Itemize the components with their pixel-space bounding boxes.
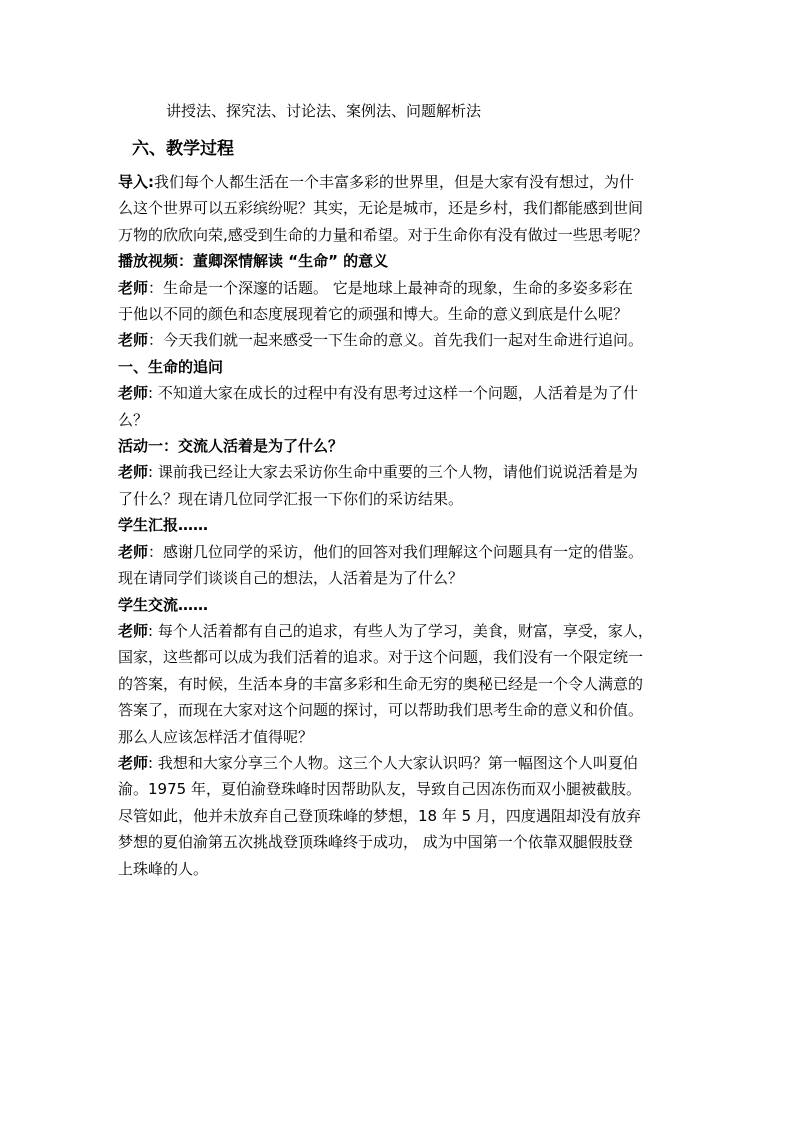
text-line <box>118 803 678 829</box>
line-label: 老师 <box>118 384 149 403</box>
text-line <box>118 618 678 644</box>
text-line <box>118 301 678 327</box>
line-text: 我们每个人都生活在一个丰富多彩的世界里，但是大家有没有想过，为什 <box>154 173 635 191</box>
text-line <box>118 697 678 723</box>
text-line <box>118 248 678 274</box>
text-line <box>118 486 678 512</box>
line-text: 渝。1975 年，夏伯渝登珠峰时因帮助队友，导致自己因冻伤而双小腿被截肢。 <box>118 780 641 799</box>
section-heading: 六、教学过程 <box>132 139 234 159</box>
text-line <box>118 539 678 565</box>
line-text: : 每个人活着都有自己的追求，有些人为了学习，美食，财富，享受，家人， <box>148 621 653 640</box>
text-line <box>118 275 678 301</box>
teaching-methods-line: 讲授法、探究法、讨论法、案例法、问题解析法 <box>166 102 482 120</box>
line-label: 老师 <box>118 278 149 297</box>
line-text: 那么人应该怎样活才值得呢？ <box>118 727 314 746</box>
line-label: 老师 <box>118 621 149 640</box>
text-line <box>118 671 678 697</box>
line-text: 了什么？现在请几位同学汇报一下你们的采访结果。 <box>118 489 464 508</box>
text-line <box>118 195 678 221</box>
line-text: 答案了，而现在大家对这个问题的探讨，可以帮助我们思考生命的意义和价值。 <box>118 701 644 720</box>
line-text: 上珠峰的人。 <box>118 859 209 878</box>
line-label: 活动一：交流人活着是为了什么？ <box>118 437 344 456</box>
text-line <box>118 750 678 776</box>
text-line <box>118 433 678 459</box>
line-label: 播放视频：董卿深情解读 “生命” 的意义 <box>118 252 389 271</box>
text-line <box>118 327 678 353</box>
line-text: : 课前我已经让大家去采访你生命中重要的三个人物，请他们说说活着是为 <box>148 463 638 482</box>
line-text: 么这个世界可以五彩缤纷呢？其实，无论是城市，还是乡村，我们都能感到世间 <box>118 199 644 218</box>
text-line <box>118 592 678 618</box>
text-line <box>118 407 678 433</box>
line-label: 老师 <box>118 463 149 482</box>
text-line <box>118 169 678 195</box>
text-line <box>118 856 678 882</box>
text-line <box>118 222 678 248</box>
text-line <box>118 459 678 485</box>
line-text: : 不知道大家在成长的过程中有没有思考过这样一个问题，人活着是为了什 <box>148 384 638 403</box>
line-label: 一、生命的追问 <box>118 357 224 376</box>
line-text: : 我想和大家分享三个人物。这三个人大家认识吗？第一幅图这个人叫夏伯 <box>148 753 638 772</box>
line-text: 尽管如此，他并未放弃自己登顶珠峰的梦想，18 年 5 月，四度遇阻却没有放弃 <box>118 806 641 825</box>
text-line <box>118 776 678 802</box>
text-line <box>118 644 678 670</box>
line-text: ：生命是一个深邃的话题。 它是地球上最神奇的现象，生命的多姿多彩在 <box>148 278 633 297</box>
line-text: 现在请同学们谈谈自己的想法，人活着是为了什么？ <box>118 569 464 588</box>
text-line <box>118 565 678 591</box>
line-text: 梦想的夏伯渝第五次挑战登顶珠峰终于成功， 成为中国第一个依靠双腿假肢登 <box>118 833 633 852</box>
line-label: 导入: <box>118 173 154 191</box>
text-line <box>118 512 678 538</box>
line-label: 老师 <box>118 542 149 561</box>
line-text: ：感谢几位同学的采访，他们的回答对我们理解这个问题具有一定的借鉴。 <box>148 542 644 561</box>
text-line <box>118 829 678 855</box>
line-text: 万物的欣欣向荣,感受到生命的力量和希望。对于生命你有没有做过一些思考呢？ <box>118 225 648 244</box>
line-text: 的答案，有时候，生活本身的丰富多彩和生命无穷的奥秘已经是一个令人满意的 <box>118 674 644 693</box>
text-line <box>118 380 678 406</box>
lesson-body <box>118 169 678 882</box>
line-label: 老师 <box>118 331 149 350</box>
line-text: ：今天我们就一起来感受一下生命的意义。首先我们一起对生命进行追问。 <box>148 331 644 350</box>
line-label: 学生交流…… <box>118 595 209 614</box>
text-line <box>118 724 678 750</box>
line-label: 老师 <box>118 753 149 772</box>
text-line <box>118 354 678 380</box>
line-text: 国家，这些都可以成为我们活着的追求。对于这个问题，我们没有一个限定统一 <box>118 648 644 667</box>
line-text: 么？ <box>118 410 149 429</box>
line-text: 于他以不同的颜色和态度展现着它的顽强和博大。生命的意义到底是什么呢？ <box>118 305 629 324</box>
line-label: 学生汇报…… <box>118 516 209 535</box>
